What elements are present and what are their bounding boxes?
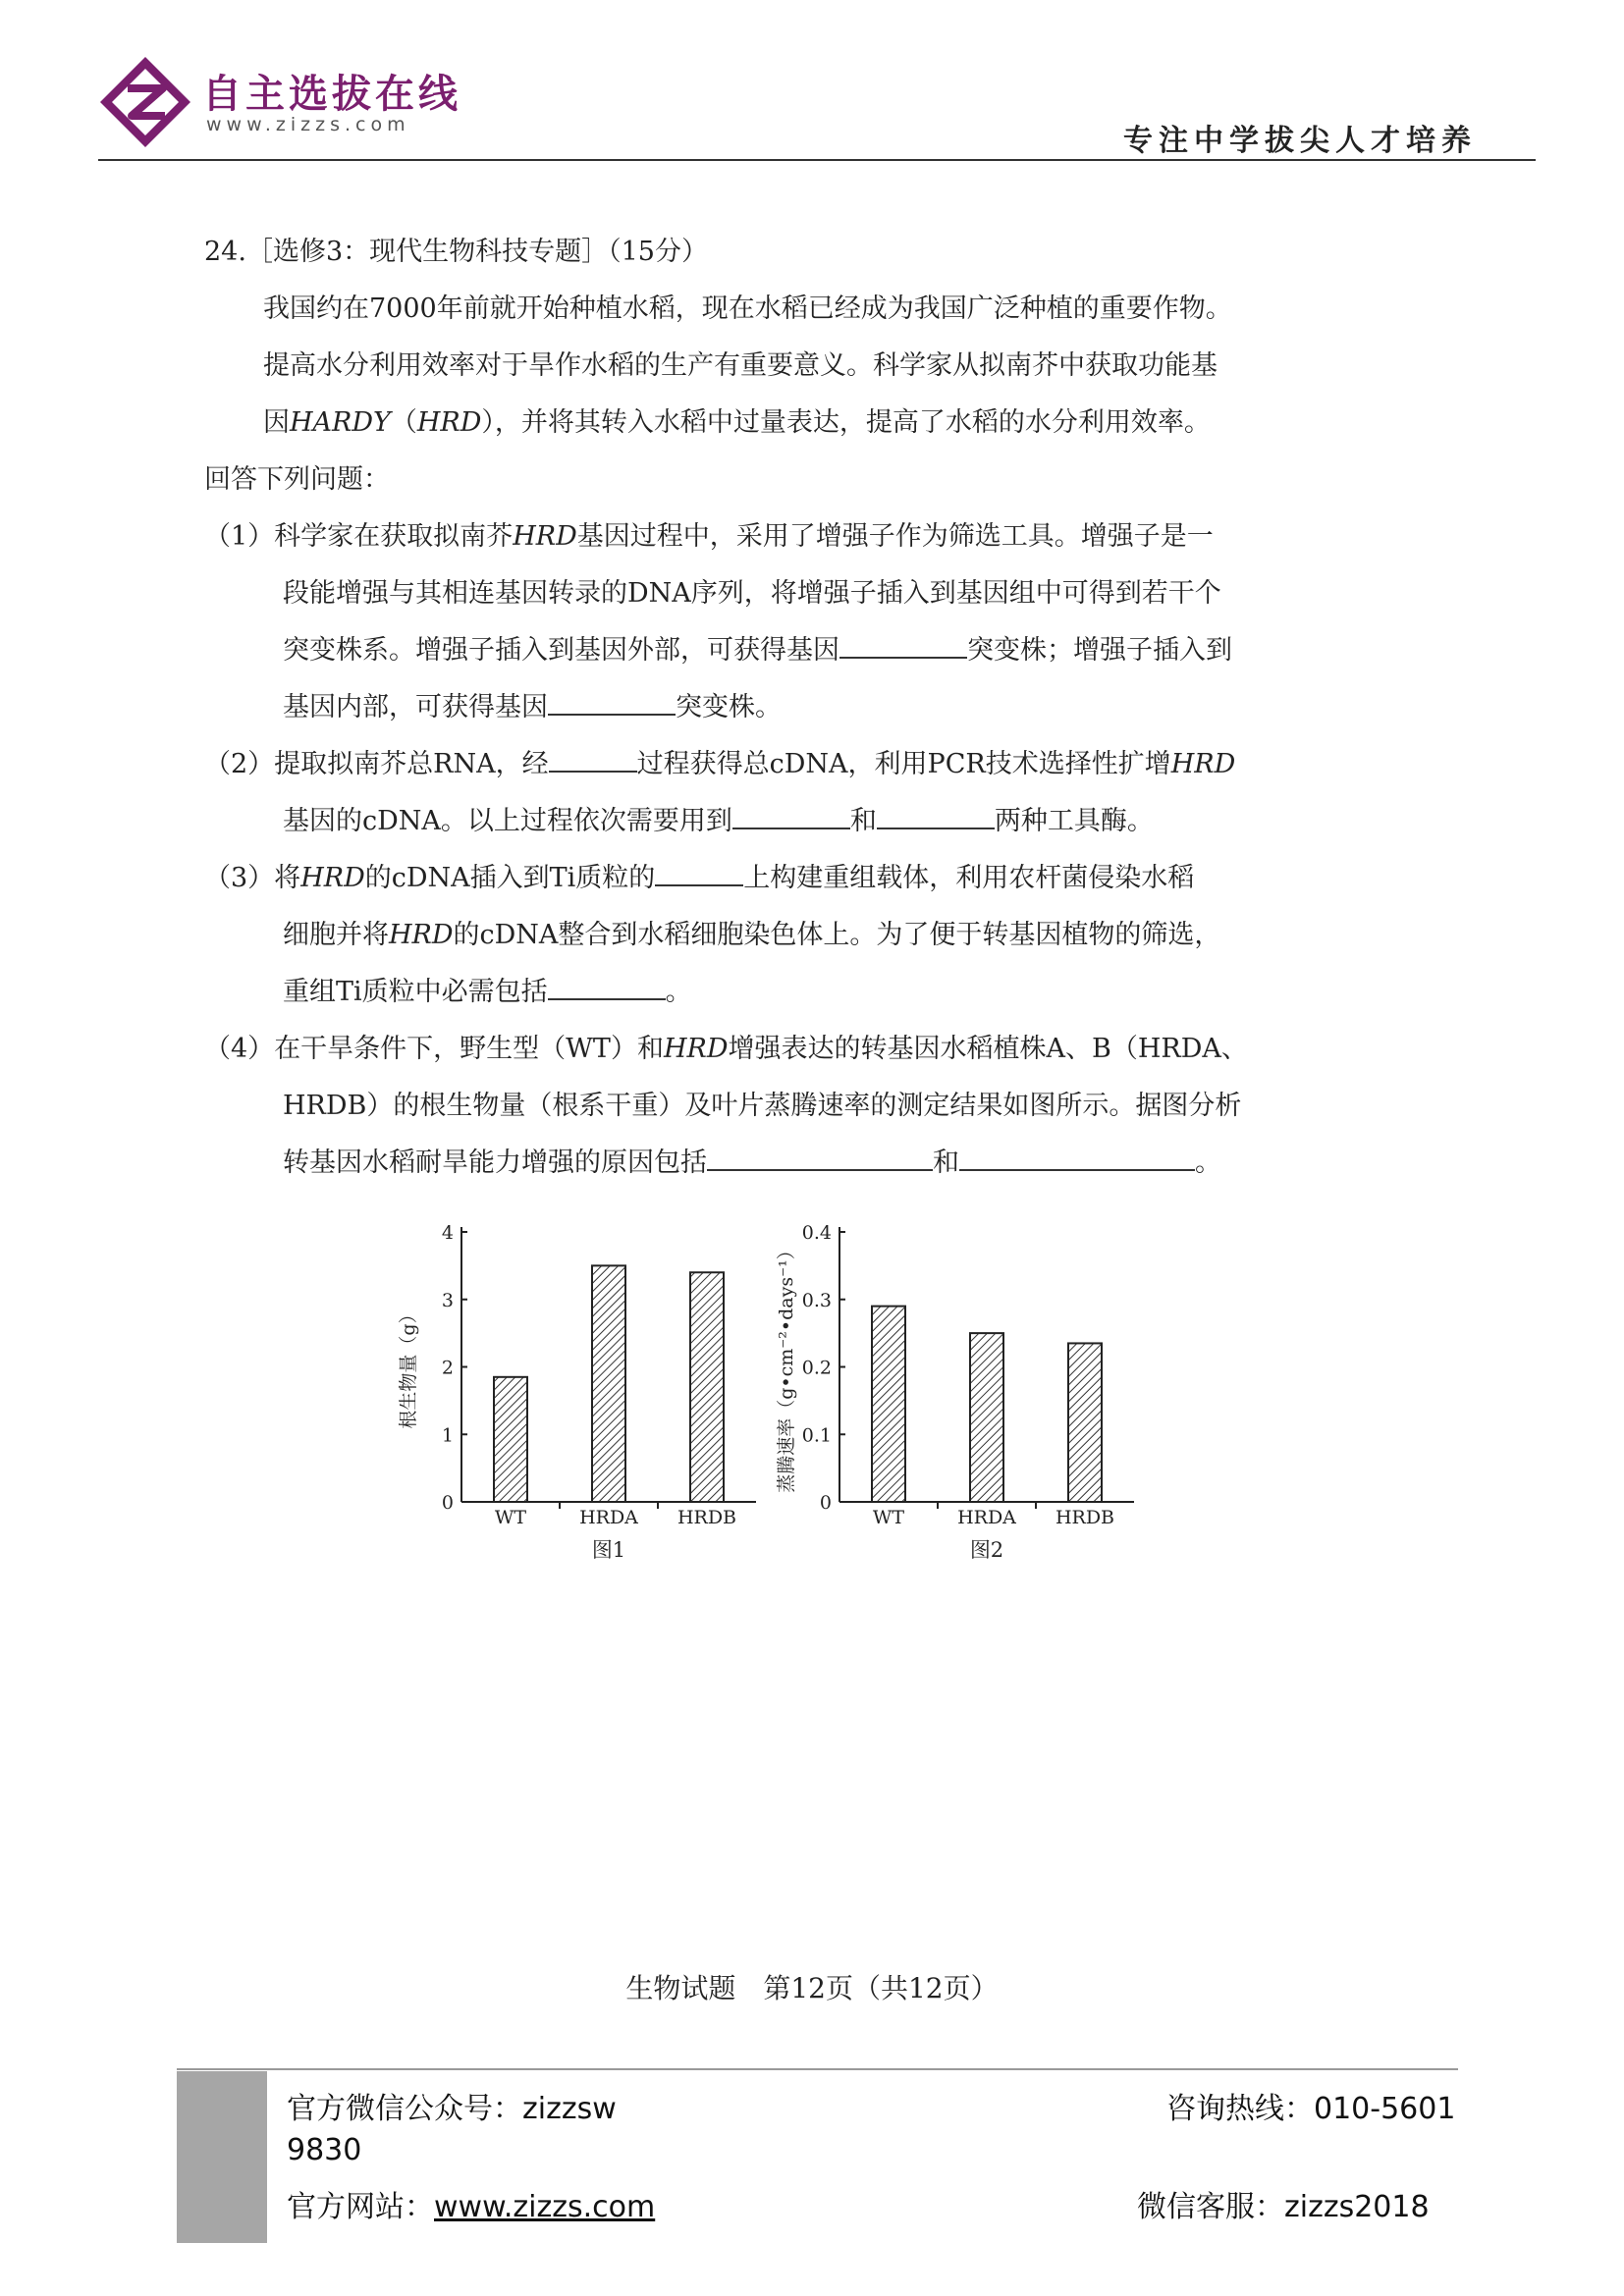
bar bbox=[494, 1377, 527, 1502]
x-tick-label: HRDB bbox=[1055, 1507, 1115, 1528]
intro-line: 我国约在7000年前就开始种植水稻，现在水稻已经成为我国广泛种植的重要作物。 bbox=[263, 294, 1232, 324]
bar bbox=[970, 1333, 1003, 1502]
sub-question-4-text: HRDB）的根生物量（根系干重）及叶片蒸腾速率的测定结果如图所示。据图分析 bbox=[283, 1091, 1242, 1121]
y-tick-label: 0.4 bbox=[801, 1222, 832, 1244]
answer-blank[interactable] bbox=[732, 798, 850, 829]
footer-site: 官方网站：www.zizzs.com bbox=[287, 2190, 656, 2224]
intro-line: 提高水分利用效率对于旱作水稻的生产有重要意义。科学家从拟南芥中获取功能基 bbox=[263, 350, 1218, 381]
chart-svg bbox=[393, 1207, 785, 1580]
bar bbox=[592, 1265, 625, 1502]
answer-prompt: 回答下列问题： bbox=[204, 464, 390, 495]
answer-blank[interactable] bbox=[707, 1140, 933, 1171]
sub-question-1-text: 突变株系。增强子插入到基因外部，可获得基因 突变株；增强子插入到 bbox=[204, 622, 1324, 679]
x-tick-label: HRDA bbox=[579, 1507, 638, 1528]
question-title: 24.［选修3：现代生物科技专题］（15分） bbox=[204, 237, 708, 267]
answer-blank[interactable] bbox=[839, 627, 967, 659]
y-tick-label: 2 bbox=[441, 1357, 454, 1379]
bar bbox=[1068, 1343, 1102, 1502]
answer-blank[interactable] bbox=[548, 684, 676, 716]
footer-accent-bar bbox=[177, 2071, 267, 2243]
y-tick-label: 0 bbox=[819, 1492, 832, 1514]
sub-question-3-text: 重组Ti质粒中必需包括 。 bbox=[204, 964, 1324, 1021]
y-tick-label: 1 bbox=[441, 1424, 454, 1447]
chart-svg bbox=[771, 1207, 1164, 1580]
y-axis-label: 蒸腾速率（g•cm⁻²•days⁻¹） bbox=[776, 1241, 797, 1493]
y-tick-label: 0.1 bbox=[801, 1424, 832, 1447]
chart-caption: 图1 bbox=[591, 1538, 626, 1562]
footer-service: 微信客服：zizzs2018 bbox=[1137, 2190, 1430, 2224]
transpiration-rate-chart bbox=[771, 1207, 1164, 1580]
header-divider bbox=[98, 159, 1536, 161]
bar bbox=[690, 1272, 724, 1502]
y-tick-label: 0.2 bbox=[801, 1357, 832, 1379]
logo-name: 自主选拔在线 bbox=[202, 72, 461, 117]
sub-question-4: （4）在干旱条件下，野生型（WT）和HRD增强表达的转基因水稻植株A、B（HRDA、 bbox=[204, 1034, 1248, 1064]
y-axis-label: 根生物量（g） bbox=[398, 1305, 419, 1429]
sub-question-2: （2）提取拟南芥总RNA，经 过程获得总cDNA，利用PCR技术选择性扩增HRD bbox=[204, 736, 1324, 793]
intro-line: 因HARDY（HRD），并将其转入水稻中过量表达，提高了水稻的水分利用效率。 bbox=[263, 407, 1211, 438]
question-24 bbox=[204, 224, 1324, 1192]
x-tick-label: HRDA bbox=[957, 1507, 1016, 1528]
sub-question-3-text: 细胞并将HRD的cDNA整合到水稻细胞染色体上。为了便于转基因植物的筛选， bbox=[283, 920, 1221, 950]
answer-blank[interactable] bbox=[548, 969, 666, 1000]
logo-url[interactable]: www.zizzs.com bbox=[206, 114, 410, 135]
sub-question-1: （1）科学家在获取拟南芥HRD基因过程中，采用了增强子作为筛选工具。增强子是一 bbox=[204, 521, 1214, 552]
answer-blank[interactable] bbox=[655, 855, 743, 886]
answer-blank[interactable] bbox=[877, 798, 995, 829]
sub-question-3: （3）将HRD的cDNA插入到Ti质粒的 上构建重组载体，利用农杆菌侵染水稻 bbox=[204, 850, 1324, 907]
chart-caption: 图2 bbox=[969, 1538, 1004, 1562]
sub-question-2-text: 基因的cDNA。以上过程依次需要用到 和 两种工具酶。 bbox=[204, 793, 1324, 850]
sub-question-1-text: 段能增强与其相连基因转录的DNA序列，将增强子插入到基因组中可得到若干个 bbox=[283, 578, 1221, 609]
y-tick-label: 0.3 bbox=[801, 1289, 832, 1311]
footer-divider bbox=[177, 2068, 1458, 2070]
root-biomass-chart bbox=[393, 1207, 785, 1580]
x-tick-label: WT bbox=[872, 1507, 905, 1528]
sub-question-4-text: 转基因水稻耐旱能力增强的原因包括 和 。 bbox=[204, 1135, 1324, 1192]
footer-wechat: 官方微信公众号：zizzsw bbox=[287, 2092, 617, 2126]
bar bbox=[872, 1307, 905, 1502]
logo-icon bbox=[98, 55, 192, 149]
answer-blank[interactable] bbox=[959, 1140, 1195, 1171]
header-slogan: 专注中学拔尖人才培养 bbox=[1123, 124, 1477, 158]
footer-site-link[interactable]: www.zizzs.com bbox=[434, 2190, 656, 2224]
gene-name: HARDY bbox=[290, 407, 391, 438]
x-tick-label: WT bbox=[494, 1507, 527, 1528]
page-header bbox=[98, 49, 1536, 162]
y-tick-label: 0 bbox=[441, 1492, 454, 1514]
y-tick-label: 3 bbox=[441, 1289, 454, 1311]
footer-hotline: 咨询热线：010-5601 bbox=[1166, 2092, 1456, 2126]
page-number: 生物试题 第12页（共12页） bbox=[625, 1972, 999, 2004]
gene-name: HRD bbox=[416, 407, 482, 438]
y-tick-label: 4 bbox=[441, 1222, 454, 1244]
footer-hotline-cont: 9830 bbox=[287, 2133, 362, 2167]
x-tick-label: HRDB bbox=[677, 1507, 737, 1528]
sub-question-1-text: 基因内部，可获得基因 突变株。 bbox=[204, 679, 1324, 736]
answer-blank[interactable] bbox=[549, 741, 637, 773]
